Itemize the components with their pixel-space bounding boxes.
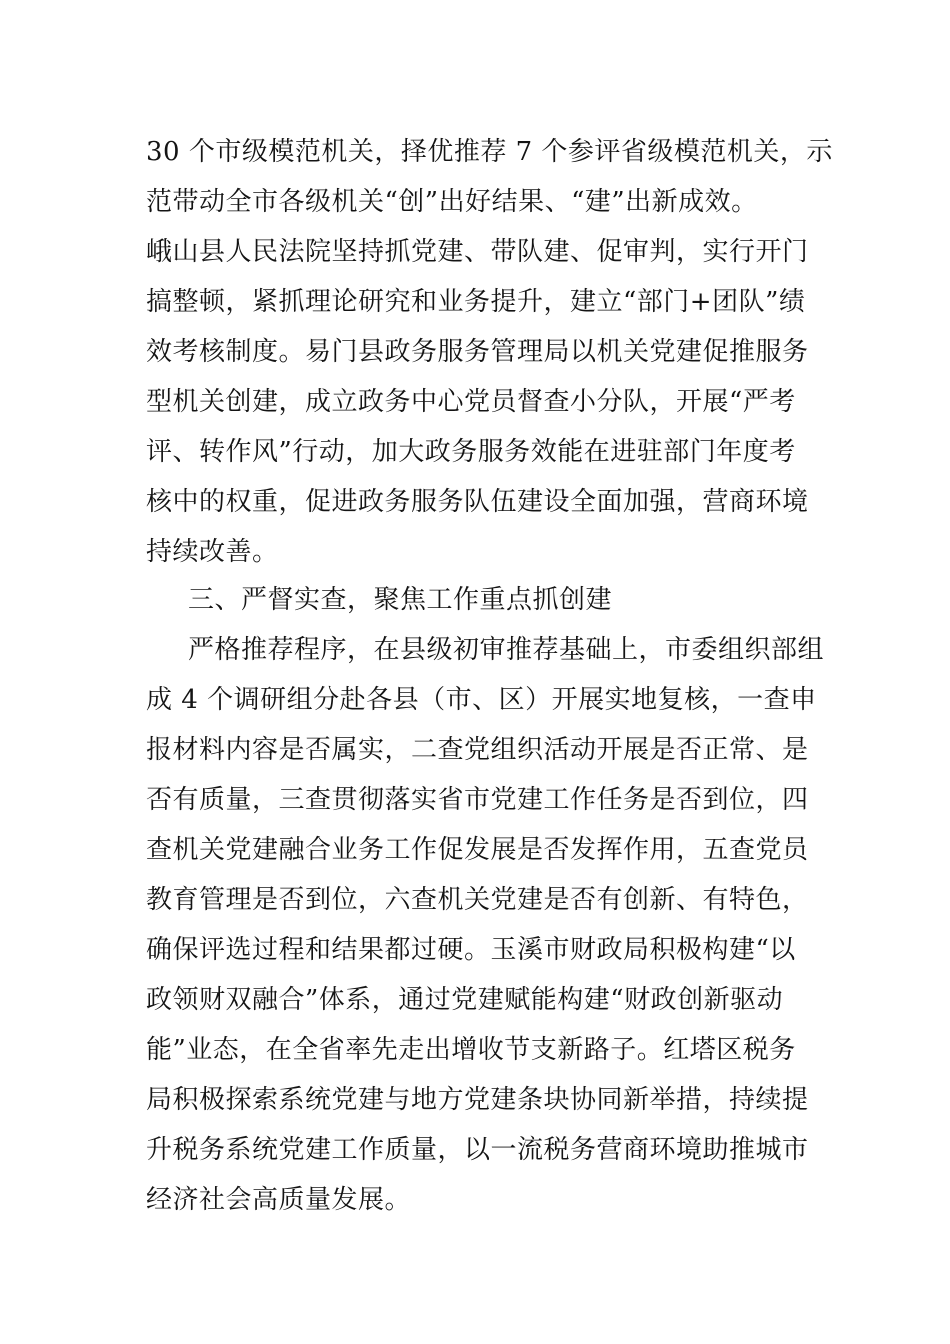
text-line: 30 个市级模范机关，择优推荐 7 个参评省级模范机关，示 — [146, 137, 833, 167]
text-line: 效考核制度。易门县政务服务管理局以机关党建促推服务 — [146, 337, 809, 367]
text-line: 峨山县人民法院坚持抓党建、带队建、促审判，实行开门 — [146, 237, 809, 267]
text-line: 核中的权重，促进政务服务队伍建设全面加强，营商环境 — [146, 487, 809, 517]
text-line: 严格推荐程序，在县级初审推荐基础上，市委组织部组 — [188, 635, 825, 665]
text-line: 评、转作风”行动，加大政务服务效能在进驻部门年度考 — [146, 437, 796, 467]
text-line: 报材料内容是否属实，二查党组织活动开展是否正常、是 — [146, 735, 809, 765]
text-line: 教育管理是否到位，六查机关党建是否有创新、有特色， — [146, 885, 809, 915]
text-line: 升税务系统党建工作质量，以一流税务营商环境助推城市 — [146, 1135, 809, 1165]
text-line: 型机关创建，成立政务中心党员督查小分队，开展“严考 — [146, 387, 796, 417]
text-line: 持续改善。 — [146, 537, 279, 567]
text-line: 经济社会高质量发展。 — [146, 1185, 412, 1215]
text-line: 否有质量，三查贯彻落实省市党建工作任务是否到位，四 — [146, 785, 809, 815]
text-line: 范带动全市各级机关“创”出好结果、“建”出新成效。 — [146, 187, 758, 217]
text-line: 确保评选过程和结果都过硬。玉溪市财政局积极构建“以 — [146, 935, 796, 965]
text-line: 局积极探索系统党建与地方党建条块协同新举措，持续提 — [146, 1085, 809, 1115]
text-line: 能”业态，在全省率先走出增收节支新路子。红塔区税务 — [146, 1035, 796, 1065]
section-heading: 三、严督实查，聚焦工作重点抓创建 — [188, 585, 613, 615]
text-line: 成 4 个调研组分赴各县（市、区）开展实地复核，一查申 — [146, 685, 817, 715]
text-line: 查机关党建融合业务工作促发展是否发挥作用，五查党员 — [146, 835, 809, 865]
text-line: 搞整顿，紧抓理论研究和业务提升，建立“部门+团队”绩 — [146, 287, 806, 317]
text-line: 政领财双融合”体系，通过党建赋能构建“财政创新驱动 — [146, 985, 784, 1015]
